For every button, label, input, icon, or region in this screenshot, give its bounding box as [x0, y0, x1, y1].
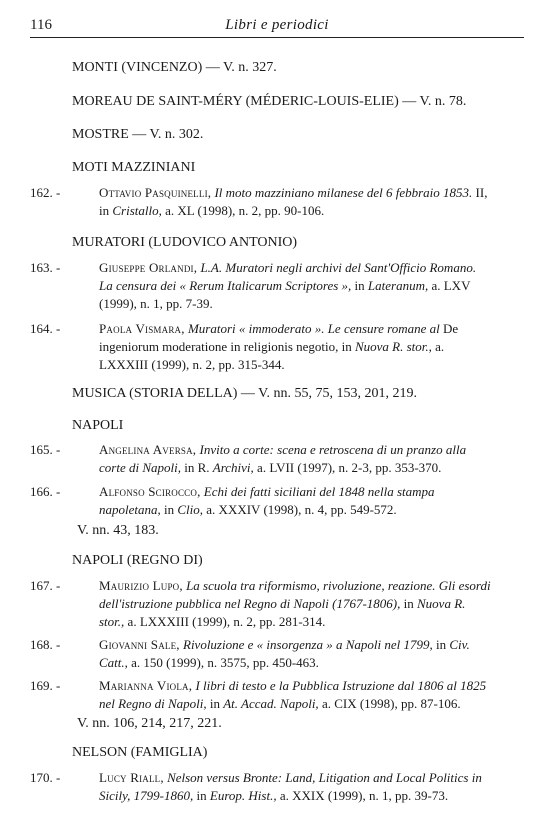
entry-number: 165. - — [30, 442, 61, 457]
entry-title: Rivoluzione e « insorgenza » a Napoli nel 1799, — [183, 637, 433, 652]
bibliography-entry-163 — [30, 259, 493, 313]
bibliography-entry-164 — [30, 320, 493, 374]
entry-title: Echi dei fatti siciliani del 1848 nella stampa napoletana, — [99, 484, 435, 517]
entry-citation: a. LXXXIII (1999), n. 2, pp. 281-314. — [127, 614, 326, 629]
bibliography-entry-167 — [30, 577, 493, 631]
entry-number: 162. - — [30, 185, 61, 200]
running-title: Libri e periodici — [225, 17, 329, 33]
entry-citation: a. 150 (1999), n. 3575, pp. 450-463. — [131, 655, 319, 670]
entry-number: 166. - — [30, 484, 61, 499]
subject-heading-nelson: NELSON (FAMIGLIA) — [72, 745, 208, 760]
entry-title: Nelson versus Bronte: Land, Litigation and Local Politics in Sicily, 1799-1860, — [99, 770, 482, 803]
entry-number: 169. - — [30, 678, 61, 693]
entry-title: Muratori « immoderato ». Le censure romane al — [187, 321, 440, 336]
entry-author: Alfonso Scirocco, — [99, 484, 201, 499]
entry-number: 167. - — [30, 578, 61, 593]
subject-heading-moreau: MOREAU DE SAINT-MÉRY (MÉDERIC-LOUIS-ELIE) — V. n. 78. — [72, 94, 467, 109]
entry-author: Paola Vismara, — [99, 321, 185, 336]
entry-title: Il moto mazziniano milanese del 6 febbraio 1853. — [214, 185, 473, 200]
running-header — [30, 17, 524, 38]
subject-heading-napoli: NAPOLI — [72, 418, 124, 433]
entry-text: in — [164, 502, 175, 517]
entry-author: Giovanni Sale, — [99, 637, 180, 652]
entry-journal: At. Accad. Napoli, — [223, 696, 319, 711]
entry-text: II, in — [99, 185, 488, 218]
subject-heading-mostre: MOSTRE — V. n. 302. — [72, 127, 204, 142]
entry-text: in — [209, 696, 220, 711]
bibliography-entry-162 — [30, 184, 493, 220]
page-number: 116 — [30, 17, 52, 33]
entry-citation: a. LVII (1997), n. 2-3, pp. 353-370. — [257, 460, 442, 475]
subject-heading-moti-mazziniani: MOTI MAZZINIANI — [72, 160, 196, 175]
entry-author: Maurizio Lupo, — [99, 578, 183, 593]
entry-citation: a. LXV (1999), n. 1, pp. 7-39. — [99, 278, 471, 311]
entry-text: De ingeniorum moderatione in religionis negotio, in — [99, 321, 459, 354]
entry-title: L.A. Muratori negli archivi del Sant'Officio Romano. La censura dei « Rerum Italicarum Scriptores », — [99, 260, 477, 293]
entry-text: in — [436, 637, 447, 652]
entry-journal: Civ. Catt., — [99, 637, 470, 670]
entry-text: in — [354, 278, 365, 293]
entry-journal: Nuova R. stor., — [99, 596, 466, 629]
see-also-napoli: V. nn. 43, 183. — [77, 523, 159, 538]
entry-citation: a. XXIX (1999), n. 1, pp. 39-73. — [279, 788, 449, 803]
entry-author: Giuseppe Orlandi, — [99, 260, 198, 275]
entry-journal: Lateranum, — [367, 278, 429, 293]
entry-citation: a. XXXIV (1998), n. 4, pp. 549-572. — [206, 502, 397, 517]
entry-title: Invito a corte: scena e retroscena di un pranzo alla corte di Napoli, — [99, 442, 467, 475]
bibliography-entry-166 — [30, 483, 493, 519]
entry-citation: a. LXXXIII (1999), n. 2, pp. 315-344. — [99, 339, 445, 372]
subject-heading-muratori: MURATORI (LUDOVICO ANTONIO) — [72, 235, 298, 250]
entry-journal: Cristallo, — [112, 203, 162, 218]
entry-author: Lucy Riall, — [99, 770, 164, 785]
entry-journal: Europ. Hist., — [209, 788, 277, 803]
entry-author: Marianna Viola, — [99, 678, 193, 693]
entry-number: 170. - — [30, 770, 61, 785]
entry-title: I libri di testo e la Pubblica Istruzione dal 1806 al 1825 nel Regno di Napoli, — [99, 678, 487, 711]
entry-number: 163. - — [30, 260, 61, 275]
bibliography-entry-170 — [30, 769, 493, 805]
entry-journal: Archivi, — [212, 460, 254, 475]
entry-author: Angelina Aversa, — [99, 442, 197, 457]
entry-journal: Clio, — [177, 502, 204, 517]
bibliography-entry-169 — [30, 677, 493, 713]
entry-text: in — [403, 596, 414, 611]
entry-journal: Nuova R. stor., — [354, 339, 432, 354]
bibliography-entry-165 — [30, 441, 493, 477]
subject-heading-regno-di-napoli: NAPOLI (REGNO DI) — [72, 553, 203, 568]
entry-text: in — [196, 788, 207, 803]
entry-citation: a. CIX (1998), pp. 87-106. — [321, 696, 461, 711]
entry-author: Ottavio Pasquinelli, — [99, 185, 212, 200]
entry-number: 168. - — [30, 637, 61, 652]
subject-heading-monti: MONTI (VINCENZO) — V. n. 327. — [72, 60, 277, 75]
subject-heading-musica: MUSICA (STORIA DELLA) — V. nn. 55, 75, 153, 201, 219. — [72, 386, 417, 401]
entry-title: La scuola tra riformismo, rivoluzione, reazione. Gli esordi dell'istruzione pubblica nel Regno di Napoli (1767-1806), — [99, 578, 491, 611]
see-also-regno-di-napoli: V. nn. 106, 214, 217, 221. — [77, 716, 222, 731]
bibliography-entry-168 — [30, 636, 493, 672]
entry-text: in R. — [184, 460, 210, 475]
entry-number: 164. - — [30, 321, 61, 336]
entry-citation: a. XL (1998), n. 2, pp. 90-106. — [165, 203, 325, 218]
